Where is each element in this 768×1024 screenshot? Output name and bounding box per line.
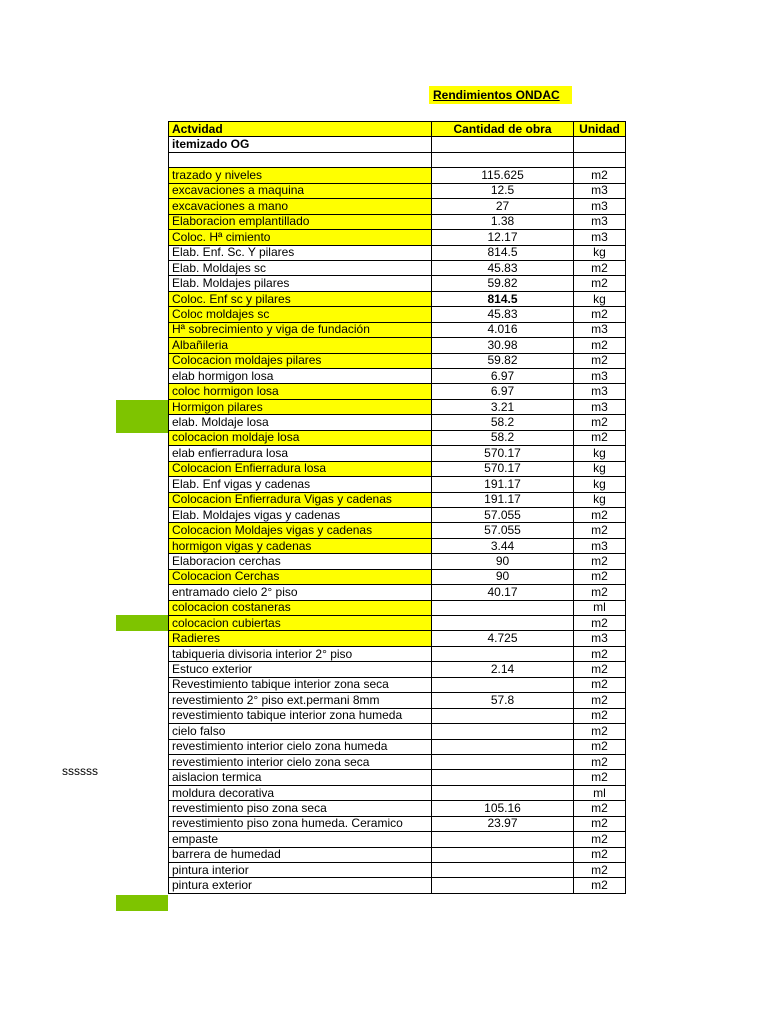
table-row bbox=[169, 230, 626, 245]
table-row bbox=[169, 646, 626, 661]
quantity-cell: 105.16 bbox=[432, 801, 574, 816]
unit-cell: m2 bbox=[574, 168, 626, 183]
unit-cell bbox=[574, 137, 626, 152]
activity-cell: cielo falso bbox=[169, 724, 432, 739]
quantity-cell bbox=[432, 739, 574, 754]
activity-cell: Colocacion moldajes pilares bbox=[169, 353, 432, 368]
unit-cell: m3 bbox=[574, 322, 626, 337]
table-row bbox=[169, 507, 626, 522]
quantity-cell: 57.055 bbox=[432, 523, 574, 538]
table-row bbox=[169, 739, 626, 754]
unit-cell: m2 bbox=[574, 832, 626, 847]
unit-cell: kg bbox=[574, 477, 626, 492]
activity-cell: excavaciones a maquina bbox=[169, 183, 432, 198]
activity-cell: moldura decorativa bbox=[169, 785, 432, 800]
quantity-cell: 191.17 bbox=[432, 492, 574, 507]
activity-cell: entramado cielo 2° piso bbox=[169, 585, 432, 600]
unit-cell: m2 bbox=[574, 507, 626, 522]
unit-cell: m2 bbox=[574, 646, 626, 661]
table-row bbox=[169, 693, 626, 708]
quantity-cell bbox=[432, 832, 574, 847]
unit-cell: kg bbox=[574, 461, 626, 476]
activity-cell: itemizado OG bbox=[169, 137, 432, 152]
unit-cell: kg bbox=[574, 492, 626, 507]
activity-cell: revestimiento 2° piso ext.permani 8mm bbox=[169, 693, 432, 708]
activity-cell: Estuco exterior bbox=[169, 662, 432, 677]
table-row bbox=[169, 461, 626, 476]
unit-cell: kg bbox=[574, 446, 626, 461]
activity-cell: pintura interior bbox=[169, 863, 432, 878]
unit-cell: m2 bbox=[574, 415, 626, 430]
quantity-cell bbox=[432, 724, 574, 739]
table-row bbox=[169, 291, 626, 306]
quantity-cell: 2.14 bbox=[432, 662, 574, 677]
quantity-cell bbox=[432, 770, 574, 785]
activity-cell: coloc hormigon losa bbox=[169, 384, 432, 399]
unit-cell bbox=[574, 152, 626, 167]
activity-cell: Elab. Enf vigas y cadenas bbox=[169, 477, 432, 492]
quantity-cell: 3.21 bbox=[432, 399, 574, 414]
activity-cell: Hormigon pilares bbox=[169, 399, 432, 414]
unit-cell: m2 bbox=[574, 276, 626, 291]
quantity-cell bbox=[432, 137, 574, 152]
table-row bbox=[169, 631, 626, 646]
table-row bbox=[169, 832, 626, 847]
unit-cell: m2 bbox=[574, 662, 626, 677]
activity-cell: elab hormigon losa bbox=[169, 369, 432, 384]
activity-cell: Colocacion Cerchas bbox=[169, 569, 432, 584]
quantity-cell: 90 bbox=[432, 554, 574, 569]
activity-cell: Elab. Moldajes pilares bbox=[169, 276, 432, 291]
table-row bbox=[169, 415, 626, 430]
table-row bbox=[169, 523, 626, 538]
activity-cell: Colocacion Enfierradura Vigas y cadenas bbox=[169, 492, 432, 507]
table-row bbox=[169, 260, 626, 275]
quantity-cell bbox=[432, 708, 574, 723]
quantity-cell: 814.5 bbox=[432, 245, 574, 260]
quantity-cell: 12.17 bbox=[432, 230, 574, 245]
quantity-cell: 12.5 bbox=[432, 183, 574, 198]
table-row bbox=[169, 801, 626, 816]
unit-cell: m2 bbox=[574, 338, 626, 353]
unit-cell: kg bbox=[574, 245, 626, 260]
activity-cell: trazado y niveles bbox=[169, 168, 432, 183]
quantity-cell: 4.725 bbox=[432, 631, 574, 646]
activity-cell: Radieres bbox=[169, 631, 432, 646]
quantity-cell bbox=[432, 863, 574, 878]
quantity-cell bbox=[432, 152, 574, 167]
green-marker bbox=[116, 400, 168, 433]
table-row bbox=[169, 492, 626, 507]
activity-cell: Coloc. Hª cimiento bbox=[169, 230, 432, 245]
quantity-cell: 30.98 bbox=[432, 338, 574, 353]
activity-cell: excavaciones a mano bbox=[169, 199, 432, 214]
unit-cell: m2 bbox=[574, 353, 626, 368]
activity-cell: colocacion cubiertas bbox=[169, 616, 432, 631]
activity-cell bbox=[169, 152, 432, 167]
table-header-row bbox=[169, 122, 626, 137]
table-row bbox=[169, 770, 626, 785]
table-row bbox=[169, 214, 626, 229]
table-row bbox=[169, 863, 626, 878]
quantity-cell: 57.8 bbox=[432, 693, 574, 708]
quantity-cell: 90 bbox=[432, 569, 574, 584]
table-row bbox=[169, 307, 626, 322]
quantity-cell bbox=[432, 646, 574, 661]
quantity-cell: 4.016 bbox=[432, 322, 574, 337]
quantity-cell: 3.44 bbox=[432, 538, 574, 553]
quantity-cell bbox=[432, 754, 574, 769]
quantity-cell: 57.055 bbox=[432, 507, 574, 522]
activity-cell: revestimiento interior cielo zona seca bbox=[169, 754, 432, 769]
activity-cell: Hª sobrecimiento y viga de fundación bbox=[169, 322, 432, 337]
quantity-cell: 814.5 bbox=[432, 291, 574, 306]
green-marker bbox=[116, 895, 168, 911]
unit-cell: m2 bbox=[574, 523, 626, 538]
activity-cell: hormigon vigas y cadenas bbox=[169, 538, 432, 553]
activity-cell: aislacion termica bbox=[169, 770, 432, 785]
unit-cell: m2 bbox=[574, 430, 626, 445]
table-row bbox=[169, 168, 626, 183]
activity-cell: empaste bbox=[169, 832, 432, 847]
quantity-cell bbox=[432, 677, 574, 692]
activity-cell: revestimiento piso zona humeda. Ceramico bbox=[169, 816, 432, 831]
quantity-cell bbox=[432, 878, 574, 893]
table-row bbox=[169, 816, 626, 831]
table-row bbox=[169, 399, 626, 414]
quantity-cell: 45.83 bbox=[432, 260, 574, 275]
table-row bbox=[169, 152, 626, 167]
unit-cell: m2 bbox=[574, 847, 626, 862]
unit-cell: m2 bbox=[574, 585, 626, 600]
table-row bbox=[169, 446, 626, 461]
unit-cell: m2 bbox=[574, 260, 626, 275]
table-row bbox=[169, 754, 626, 769]
activity-cell: revestimiento interior cielo zona humeda bbox=[169, 739, 432, 754]
activity-cell: Albañileria bbox=[169, 338, 432, 353]
activity-cell: revestimiento tabique interior zona humeda bbox=[169, 708, 432, 723]
quantity-cell: 6.97 bbox=[432, 369, 574, 384]
unit-cell: m3 bbox=[574, 538, 626, 553]
table-row bbox=[169, 847, 626, 862]
table-row bbox=[169, 338, 626, 353]
unit-cell: m3 bbox=[574, 230, 626, 245]
unit-cell: m2 bbox=[574, 878, 626, 893]
header-actividad: Actvidad bbox=[169, 122, 432, 137]
quantity-cell bbox=[432, 785, 574, 800]
table-row bbox=[169, 430, 626, 445]
quantity-cell: 115.625 bbox=[432, 168, 574, 183]
activity-cell: barrera de humedad bbox=[169, 847, 432, 862]
unit-cell: m3 bbox=[574, 214, 626, 229]
quantity-cell: 58.2 bbox=[432, 415, 574, 430]
table-row bbox=[169, 245, 626, 260]
table-row bbox=[169, 616, 626, 631]
table-row bbox=[169, 322, 626, 337]
table-row bbox=[169, 538, 626, 553]
unit-cell: m2 bbox=[574, 307, 626, 322]
activity-cell: Elab. Moldajes vigas y cadenas bbox=[169, 507, 432, 522]
table-row bbox=[169, 369, 626, 384]
unit-cell: m2 bbox=[574, 693, 626, 708]
unit-cell: m2 bbox=[574, 863, 626, 878]
sheet-title: Rendimientos ONDAC bbox=[429, 86, 572, 104]
rendimientos-table bbox=[168, 121, 626, 894]
unit-cell: m3 bbox=[574, 384, 626, 399]
table-row bbox=[169, 384, 626, 399]
table-row bbox=[169, 276, 626, 291]
activity-cell: Elab. Moldajes sc bbox=[169, 260, 432, 275]
unit-cell: m2 bbox=[574, 739, 626, 754]
unit-cell: m3 bbox=[574, 399, 626, 414]
table-row bbox=[169, 600, 626, 615]
activity-cell: pintura exterior bbox=[169, 878, 432, 893]
activity-cell: Revestimiento tabique interior zona seca bbox=[169, 677, 432, 692]
activity-cell: Colocacion Moldajes vigas y cadenas bbox=[169, 523, 432, 538]
activity-cell: Coloc. Enf sc y pilares bbox=[169, 291, 432, 306]
unit-cell: m2 bbox=[574, 708, 626, 723]
table-row bbox=[169, 554, 626, 569]
activity-cell: colocacion costaneras bbox=[169, 600, 432, 615]
header-cantidad: Cantidad de obra bbox=[432, 122, 574, 137]
unit-cell: m2 bbox=[574, 616, 626, 631]
quantity-cell: 59.82 bbox=[432, 353, 574, 368]
activity-cell: tabiqueria divisoria interior 2° piso bbox=[169, 646, 432, 661]
unit-cell: m3 bbox=[574, 183, 626, 198]
quantity-cell: 59.82 bbox=[432, 276, 574, 291]
activity-cell: Coloc moldajes sc bbox=[169, 307, 432, 322]
unit-cell: m3 bbox=[574, 369, 626, 384]
unit-cell: m2 bbox=[574, 754, 626, 769]
table-row bbox=[169, 878, 626, 893]
quantity-cell: 6.97 bbox=[432, 384, 574, 399]
activity-cell: Elab. Enf. Sc. Y pilares bbox=[169, 245, 432, 260]
unit-cell: m3 bbox=[574, 631, 626, 646]
table-row bbox=[169, 569, 626, 584]
green-marker bbox=[116, 615, 168, 631]
table-row bbox=[169, 585, 626, 600]
unit-cell: ml bbox=[574, 600, 626, 615]
table-row bbox=[169, 724, 626, 739]
quantity-cell: 191.17 bbox=[432, 477, 574, 492]
quantity-cell: 27 bbox=[432, 199, 574, 214]
activity-cell: Colocacion Enfierradura losa bbox=[169, 461, 432, 476]
unit-cell: m2 bbox=[574, 569, 626, 584]
quantity-cell: 570.17 bbox=[432, 461, 574, 476]
table-row bbox=[169, 708, 626, 723]
activity-cell: colocacion moldaje losa bbox=[169, 430, 432, 445]
quantity-cell: 45.83 bbox=[432, 307, 574, 322]
table-row bbox=[169, 662, 626, 677]
table-row bbox=[169, 785, 626, 800]
activity-cell: Elaboracion cerchas bbox=[169, 554, 432, 569]
unit-cell: m2 bbox=[574, 677, 626, 692]
quantity-cell bbox=[432, 616, 574, 631]
quantity-cell bbox=[432, 847, 574, 862]
unit-cell: m2 bbox=[574, 724, 626, 739]
table-row bbox=[169, 183, 626, 198]
unit-cell: kg bbox=[574, 291, 626, 306]
unit-cell: ml bbox=[574, 785, 626, 800]
quantity-cell: 58.2 bbox=[432, 430, 574, 445]
table-row bbox=[169, 477, 626, 492]
side-note: ssssss bbox=[62, 764, 98, 778]
activity-cell: elab. Moldaje losa bbox=[169, 415, 432, 430]
unit-cell: m3 bbox=[574, 199, 626, 214]
table-row bbox=[169, 353, 626, 368]
quantity-cell: 570.17 bbox=[432, 446, 574, 461]
table-row bbox=[169, 199, 626, 214]
activity-cell: Elaboracion emplantillado bbox=[169, 214, 432, 229]
activity-cell: revestimiento piso zona seca bbox=[169, 801, 432, 816]
table-row bbox=[169, 677, 626, 692]
quantity-cell: 23.97 bbox=[432, 816, 574, 831]
unit-cell: m2 bbox=[574, 554, 626, 569]
table-row bbox=[169, 137, 626, 152]
quantity-cell: 1.38 bbox=[432, 214, 574, 229]
unit-cell: m2 bbox=[574, 816, 626, 831]
header-unidad: Unidad bbox=[574, 122, 626, 137]
quantity-cell: 40.17 bbox=[432, 585, 574, 600]
activity-cell: elab enfierradura losa bbox=[169, 446, 432, 461]
unit-cell: m2 bbox=[574, 801, 626, 816]
quantity-cell bbox=[432, 600, 574, 615]
unit-cell: m2 bbox=[574, 770, 626, 785]
